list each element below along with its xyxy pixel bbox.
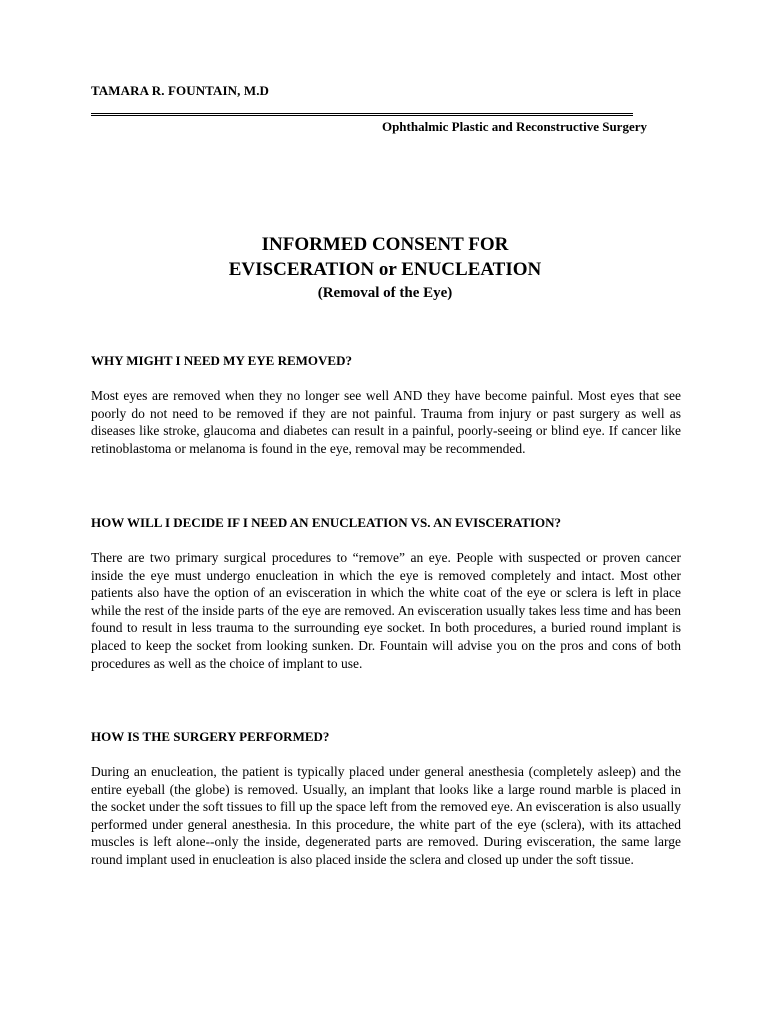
section-body: During an enucleation, the patient is typically placed under general anesthesia (completely asleep) and the entire eyeball (the globe) is removed. Usually, an implant that looks like a large round marble is placed in the socket under the soft tissues to fill up the space left from the removed eye. An evisceration is also usually performed under general anesthesia. In this procedure, the white part of the eye (sclera), with its attached muscles is left alone--only the inside, degenerated parts are removed. During evisceration, the same large round implant used in enucleation is also placed inside the sclera and closed up under the soft tissue. (91, 764, 681, 867)
section-heading: HOW WILL I DECIDE IF I NEED AN ENUCLEATION VS. AN EVISCERATION? (91, 515, 562, 530)
section-body: Most eyes are removed when they no longer see well AND they have become painful. Most eyes that see poorly do not need to be removed if they are not painful. Trauma from injury or past surgery as well as diseases like stroke, glaucoma and diabetes can result in a painful, poorly-seeing or blind eye. If cancer like retinoblastoma or melanoma is found in the eye, removal may be recommended. (91, 388, 681, 456)
section-heading: HOW IS THE SURGERY PERFORMED? (91, 729, 330, 744)
title-line-1: INFORMED CONSENT FOR (261, 234, 509, 255)
section-body: There are two primary surgical procedures to “remove” an eye. People with suspected or proven cancer inside the eye must undergo enucleation in which the eye is removed completely and intact. Most other patients also have the option of an evisceration in which the white coat of the eye or sclera is left in place while the rest of the inside parts of the eye are removed. An evisceration usually takes less time and has been found to result in less trauma to the surrounding eye socket. In both procedures, a buried round implant is placed to keep the socket from looking sunken. Dr. Fountain will advise you on the pros and cons of both procedures as well as the choice of implant to use. (91, 550, 681, 671)
header-divider (91, 113, 633, 116)
section-heading: WHY MIGHT I NEED MY EYE REMOVED? (91, 353, 352, 368)
section-why-removed (91, 353, 681, 457)
title-line-2: EVISCERATION or ENUCLEATION (228, 259, 542, 280)
section-enucleation-vs-evisceration (91, 515, 681, 672)
specialty-line: Ophthalmic Plastic and Reconstructive Surgery (381, 119, 647, 134)
author-name: TAMARA R. FOUNTAIN, M.D (91, 83, 270, 98)
section-surgery-performed (91, 729, 681, 869)
document-title (0, 232, 770, 304)
title-subtitle: (Removal of the Eye) (317, 285, 453, 301)
